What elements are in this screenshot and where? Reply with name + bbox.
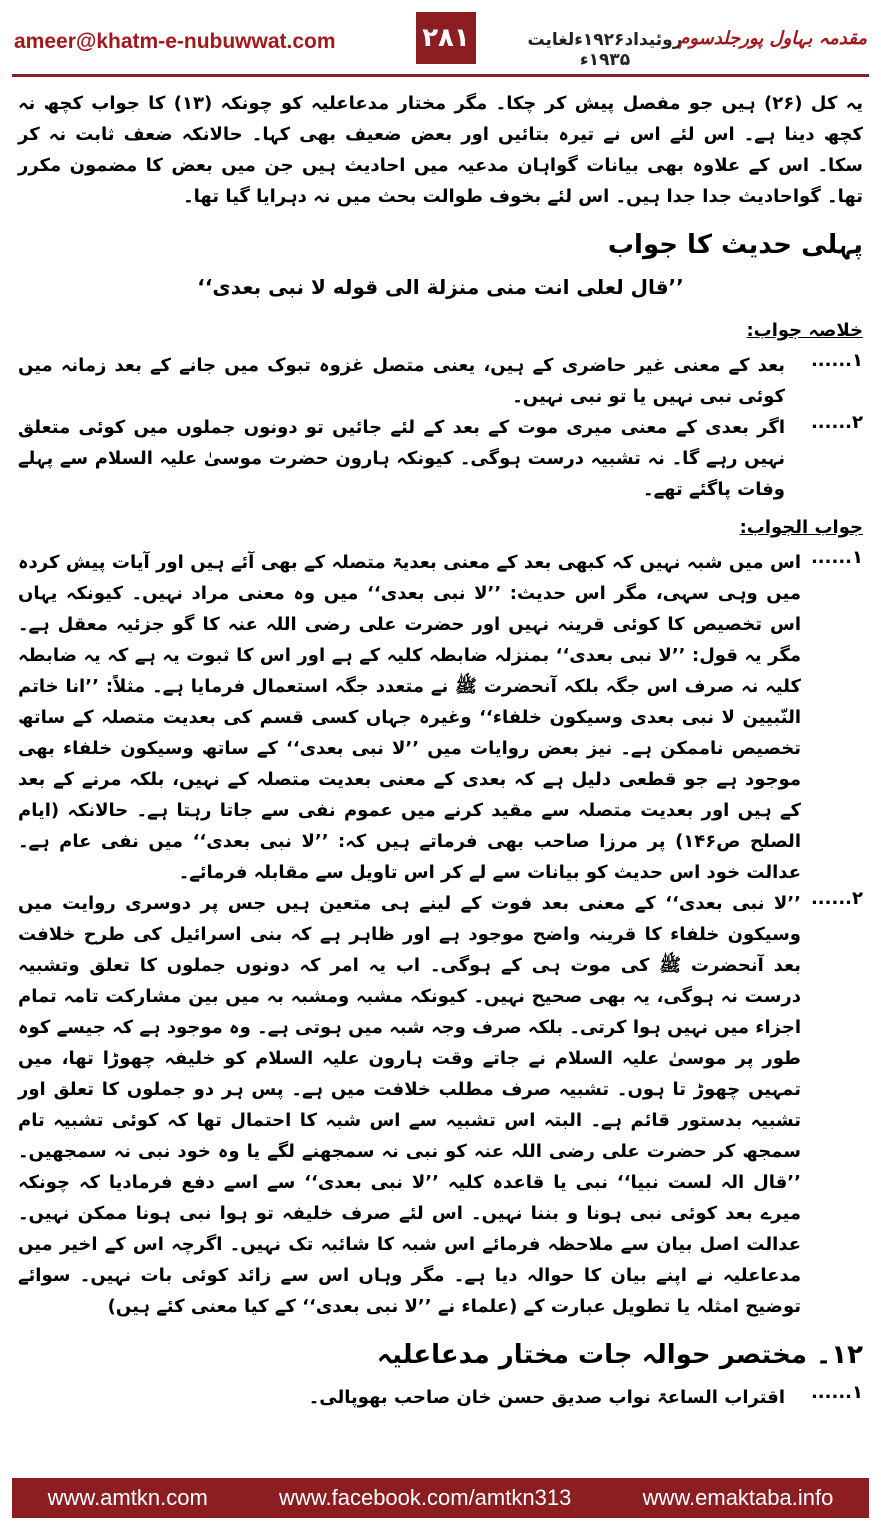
section-heading-2: ۱۲۔ مختصر حوالہ جات مختار مدعاعلیہ <box>376 1340 863 1370</box>
item-number: ۱...... <box>810 350 863 371</box>
hadith-quote: ’’قال لعلی انت منی منزلة الی قوله لا نبی بعدی‘‘ <box>197 275 684 299</box>
page-number: ۲۸۱ <box>416 12 476 64</box>
item-number: ۱...... <box>810 1382 863 1403</box>
footer-link-facebook[interactable]: www.facebook.com/amtkn313 <box>279 1485 572 1510</box>
footer-link-amtkn[interactable]: www.amtkn.com <box>47 1485 208 1510</box>
intro-paragraph: یہ کل (۲۶) ہیں جو مفصل پیش کر چکا۔ مگر مختار مدعاعلیہ کو چونکہ (۱۳) کا جواب کچھ نہ کچھ دینا ہے۔ اس لئے اس نے تیرہ بتائیں اور بعض ضعیف بھی کہا۔ حالانکہ ضعف ثابت نہ کر سکا۔ اس کے علاوہ بھی بیانات گواہان مدعیہ میں احادیث ہیں جن میں بعض کا مضمون مکرر تھا۔ گواحادیث جدا جدا ہیں۔ اس لئے بخوف طوالت بحث میں نہ دہرایا گیا تھا۔ <box>18 93 863 207</box>
header-dates: روئیداد۱۹۲۶ءلغایت ۱۹۳۵ء <box>527 30 683 70</box>
summary-title: خلاصہ جواب: <box>746 320 863 341</box>
header-email[interactable]: ameer@khatm-e-nubuwwat.com <box>14 30 336 53</box>
item-text: اس میں شبہ نہیں کہ کبھی بعد کے معنی بعدیۃ متصلہ کے بھی آئے ہیں اور آیات پیش کردہ میں وہی سہی، مگر اس حدیث: ’’لا نبی بعدی‘‘ میں وہ معنی مراد نہیں۔ کیونکہ یہاں اس تخصیص کا کوئی قرینہ نہیں اور حضرت علی رضی اللہ عنہ کا گو جزئیہ معقل ہے۔ مگر یہ قول: ’’لا نبی بعدی‘‘ بمنزلہ ضابطہ کلیہ کے ہے اور اس کا ثبوت یہ ہے کہ یہ ضابطہ کلیہ نہ صرف اس جگہ بلکہ آنحضرت ﷺ نے متعدد جگہ استعمال فرمایا ہے۔ مثلاً: ’’انا خاتم النّبیین لا نبی بعدی وسیکون خلفاء‘‘ وغیرہ جہاں کسی قسم کی بعدیت متصلہ کے ساتھ تخصیص ناممکن ہے۔ نیز بعض روایات میں ’’لا نبی بعدی‘‘ کے ساتھ وسیکون خلفاء بھی موجود ہے جو قطعی دلیل ہے کہ بعدی کے معنی بعدیت متصلہ کے نہیں، بلکہ مرنے کے بعد کے ہیں اور بعدیت متصلہ سے مقید کرنے میں عموم نفی سے جاتا رہتا ہے۔ حالانکہ (ایام الصلح ص۱۴۶) پر مرزا صاحب بھی فرماتے ہیں کہ: ’’لا نبی بعدی‘‘ میں نفی عام ہے۔ عدالت خود اس حدیث کو بیانات سے لے کر اس تاویل سے مقابلہ فرمائے۔ <box>18 552 801 883</box>
summary-item <box>18 412 863 505</box>
answer-item <box>18 547 863 888</box>
item-text: ’’لا نبی بعدی‘‘ کے معنی بعد فوت کے لینے ہی متعین ہیں جس پر دوسری روایت میں وسیکون خلفاء کا قرینہ واضح موجود ہے اور ظاہر ہے کہ بنی اسرائیل کی طرح خلافت بعد آنحضرت ﷺ کی موت ہی کے ہوگی۔ اب یہ امر کہ دونوں جملوں کا تعلق وتشبیہ درست نہ ہوگی، یہ بھی صحیح نہیں۔ کیونکہ مشبہ ومشبہ بہ میں بین مشارکت تامہ تمام اجزاء میں نہیں ہوا کرتی۔ بلکہ صرف وجہ شبہ میں ہوتی ہے۔ وہ موجود ہے کہ جیسے کوہ طور پر موسیٰ علیہ السلام نے جاتے وقت ہارون علیہ السلام کو خلیفہ چھوڑا تھا، میں تمہیں چھوڑ تا ہوں۔ تشبیہ صرف مطلب خلافت میں ہے۔ پس ہر دو جملوں کا تعلق اور تشبیہ بدستور قائم ہے۔ البتہ اس تشبیہ سے اس شبہ کا احتمال تھا کہ کوئی تشبیہ تام سمجھ کر حضرت علی رضی اللہ عنہ کو نبی نہ سمجھنے لگے یا وہ خود نبی نہ سمجھیں۔ ’’قال الہ لست نبیا‘‘ نبی یا قاعدہ کلیہ ’’لا نبی بعدی‘‘ سے اسے دفع فرمادیا کہ چونکہ میرے بعد کوئی نبی ہونا و بننا نہیں۔ اس لئے صرف خلیفہ تو ہوا نبی ہونا ممکن نہیں۔ عدالت اصل بیان سے ملاحظہ فرمائے اس شبہ کا شائبہ تک نہیں۔ اگرچہ اس کے اخیر میں مدعاعلیہ نے اپنے بیان کا حوالہ دیا ہے۔ مگر وہاں اس سے زائد کوئی بات نہیں۔ سوائے توضیح امثلہ یا تطویل عبارت کے (علماء نے ’’لا نبی بعدی‘‘ کے کیا معنی کئے ہیں) <box>18 893 801 1317</box>
header-book-title: مقدمہ بہاول پورجلدسوم <box>678 28 867 49</box>
item-number: ۲...... <box>810 412 863 433</box>
page-header <box>0 0 881 78</box>
answer-title: جواب الجواب: <box>739 517 863 538</box>
item-text: اگر بعدی کے معنی میری موت کے بعد کے لئے جائیں تو دونوں جملوں میں کوئی متعلق نہیں رہے گا۔ نہ تشبیہ درست ہوگی۔ کیونکہ ہارون حضرت موسیٰ علیہ السلام سے پہلے وفات پاگئے تھے۔ <box>18 417 785 500</box>
section-heading: پہلی حدیث کا جواب <box>607 230 863 260</box>
page-body <box>18 88 863 1413</box>
footer-link-emaktaba[interactable]: www.emaktaba.info <box>642 1485 834 1510</box>
page-footer <box>12 1478 869 1518</box>
answer-item <box>18 888 863 1322</box>
header-divider <box>12 74 869 77</box>
item-number: ۲...... <box>810 888 863 909</box>
item-number: ۱...... <box>810 547 863 568</box>
item-text: بعد کے معنی غیر حاضری کے ہیں، یعنی متصل غزوہ تبوک میں جانے کے بعد زمانہ میں کوئی نبی نہیں یا تو نبی نہیں۔ <box>18 355 785 407</box>
reference-item <box>18 1382 863 1413</box>
item-text: اقتراب الساعۃ نواب صدیق حسن خان صاحب بھوپالی۔ <box>308 1387 785 1408</box>
summary-item <box>18 350 863 412</box>
